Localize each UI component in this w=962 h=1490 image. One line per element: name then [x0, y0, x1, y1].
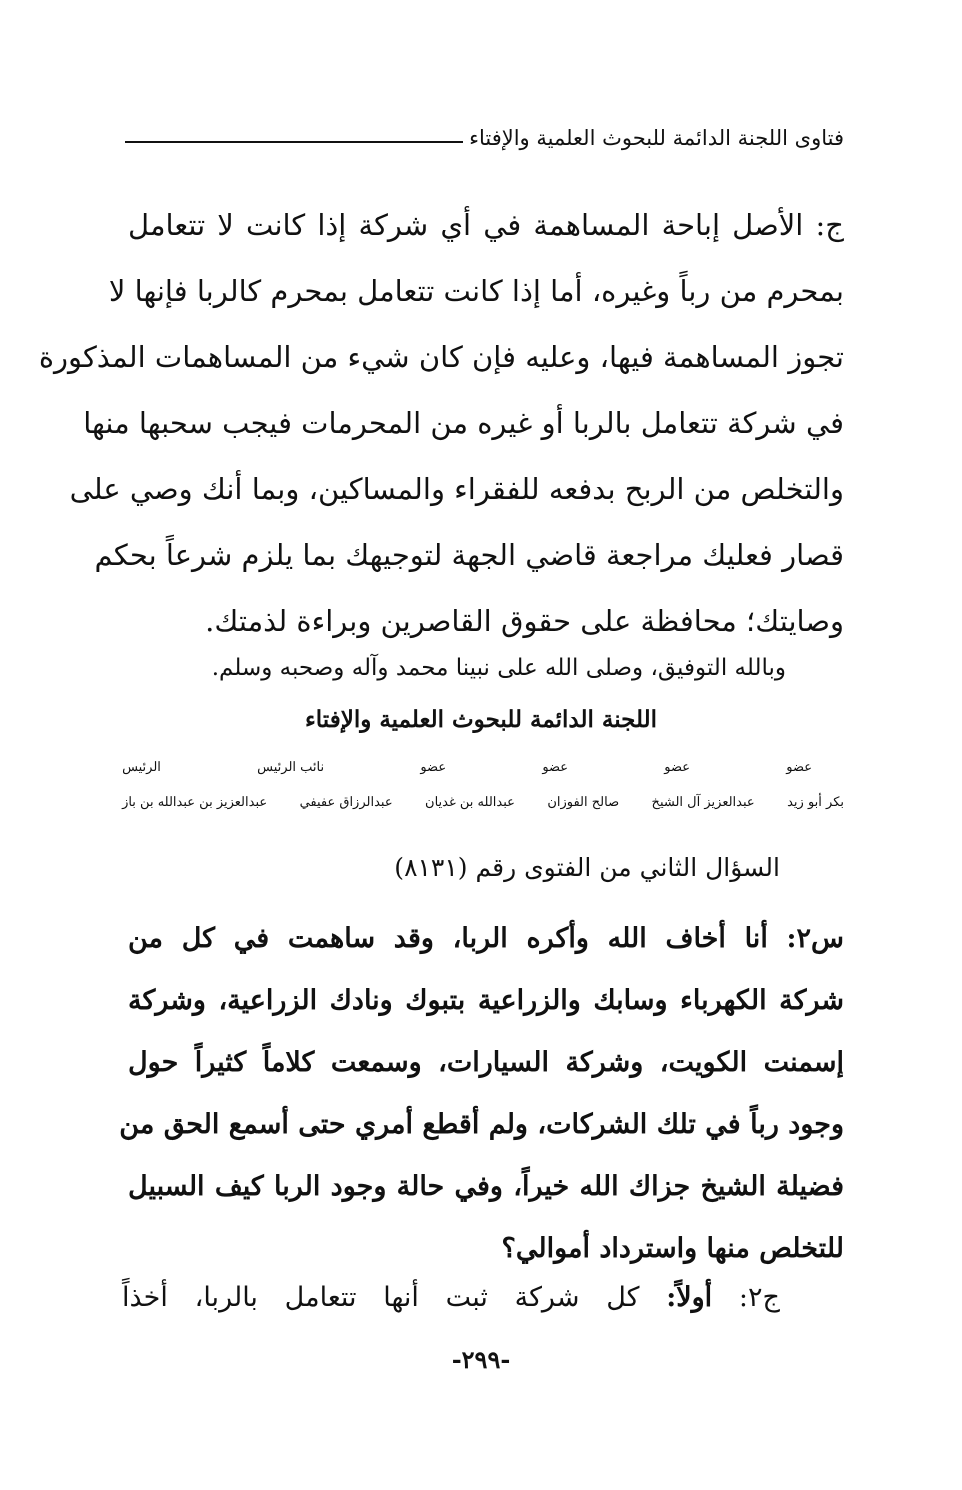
answer-1-line: والتخلص من الربح بدفعه للفقراء والمساكين، وبما أنك وصي على — [69, 472, 844, 506]
signatory-name: بكر أبو زيد — [787, 795, 844, 810]
question-line: إسمنت الكويت، وشركة السيارات، وسمعت كلاماً كثيراً حول — [128, 1047, 844, 1078]
signatory-role: عضو — [664, 760, 691, 775]
answer-2-paragraph — [122, 1276, 780, 1320]
answer-2-label: ج٢: — [738, 1282, 780, 1313]
signatory-roles — [122, 760, 812, 775]
committee-title: اللجنة الدائمة للبحوث العلمية والإفتاء — [304, 706, 658, 733]
question-line: س٢: أنا أخاف الله وأكره الربا، وقد ساهمت في كل من — [128, 923, 844, 954]
question-line: فضيلة الشيخ جزاك الله خيراً، وفي حالة وجود الربا كيف السبيل — [128, 1171, 844, 1202]
answer-1-paragraph — [38, 192, 844, 654]
question-line: للتخلص منها واسترداد أموالي؟ — [501, 1233, 844, 1264]
header-title: فتاوى اللجنة الدائمة للبحوث العلمية والإفتاء — [469, 126, 844, 150]
signatory-role: نائب الرئيس — [257, 760, 325, 775]
question-line: شركة الكهرباء وسابك والزراعية بتبوك ونادك الزراعية، وشركة — [128, 985, 844, 1016]
signatory-name: صالح الفوزان — [547, 795, 620, 810]
answer-2-lead: أولاً: — [666, 1282, 713, 1313]
answer-1-line: تجوز المساهمة فيها، وعليه فإن كان شيء من المساهمات المذكورة — [38, 340, 844, 374]
question-reference: السؤال الثاني من الفتوى رقم (٨١٣١) — [394, 853, 780, 882]
answer-2-text: كل شركة ثبت أنها تتعامل بالربا، أخذاً — [122, 1282, 640, 1313]
signatory-names — [122, 795, 844, 810]
question-paragraph — [119, 908, 844, 1280]
signatory-role: عضو — [786, 760, 812, 775]
page-number: -٢٩٩- — [451, 1345, 511, 1374]
signatory-role: عضو — [542, 760, 569, 775]
signatory-name: عبدالعزيز آل الشيخ — [651, 795, 755, 810]
running-header — [125, 118, 844, 158]
answer-1-line: ج: الأصل إباحة المساهمة في أي شركة إذا كانت لا تتعامل — [128, 208, 844, 242]
header-rule — [125, 141, 463, 143]
signatory-name: عبدالله بن غديان — [425, 795, 515, 810]
answer-1-line: قصار فعليك مراجعة قاضي الجهة لتوجيهك بما يلزم شرعاً بحكم — [94, 538, 844, 572]
signatory-role: الرئيس — [122, 760, 161, 775]
question-line: وجود رباً في تلك الشركات، ولم أقطع أمري حتى أسمع الحق من — [119, 1109, 844, 1140]
signatory-role: عضو — [420, 760, 447, 775]
closing-formula: وبالله التوفيق، وصلى الله على نبينا محمد وآله وصحبه وسلم. — [211, 655, 786, 681]
answer-1-line: وصايتك؛ محافظة على حقوق القاصرين وبراءة لذمتك. — [205, 604, 844, 638]
answer-1-line: بمحرم من رباً وغيره، أما إذا كانت تتعامل بمحرم كالربا فإنها لا — [108, 274, 844, 308]
answer-1-line: في شركة تتعامل بالربا أو غيره من المحرمات فيجب سحبها منها — [83, 406, 844, 440]
signatory-name: عبدالعزيز بن عبدالله بن باز — [122, 795, 268, 810]
signatory-name: عبدالرزاق عفيفي — [299, 795, 393, 810]
